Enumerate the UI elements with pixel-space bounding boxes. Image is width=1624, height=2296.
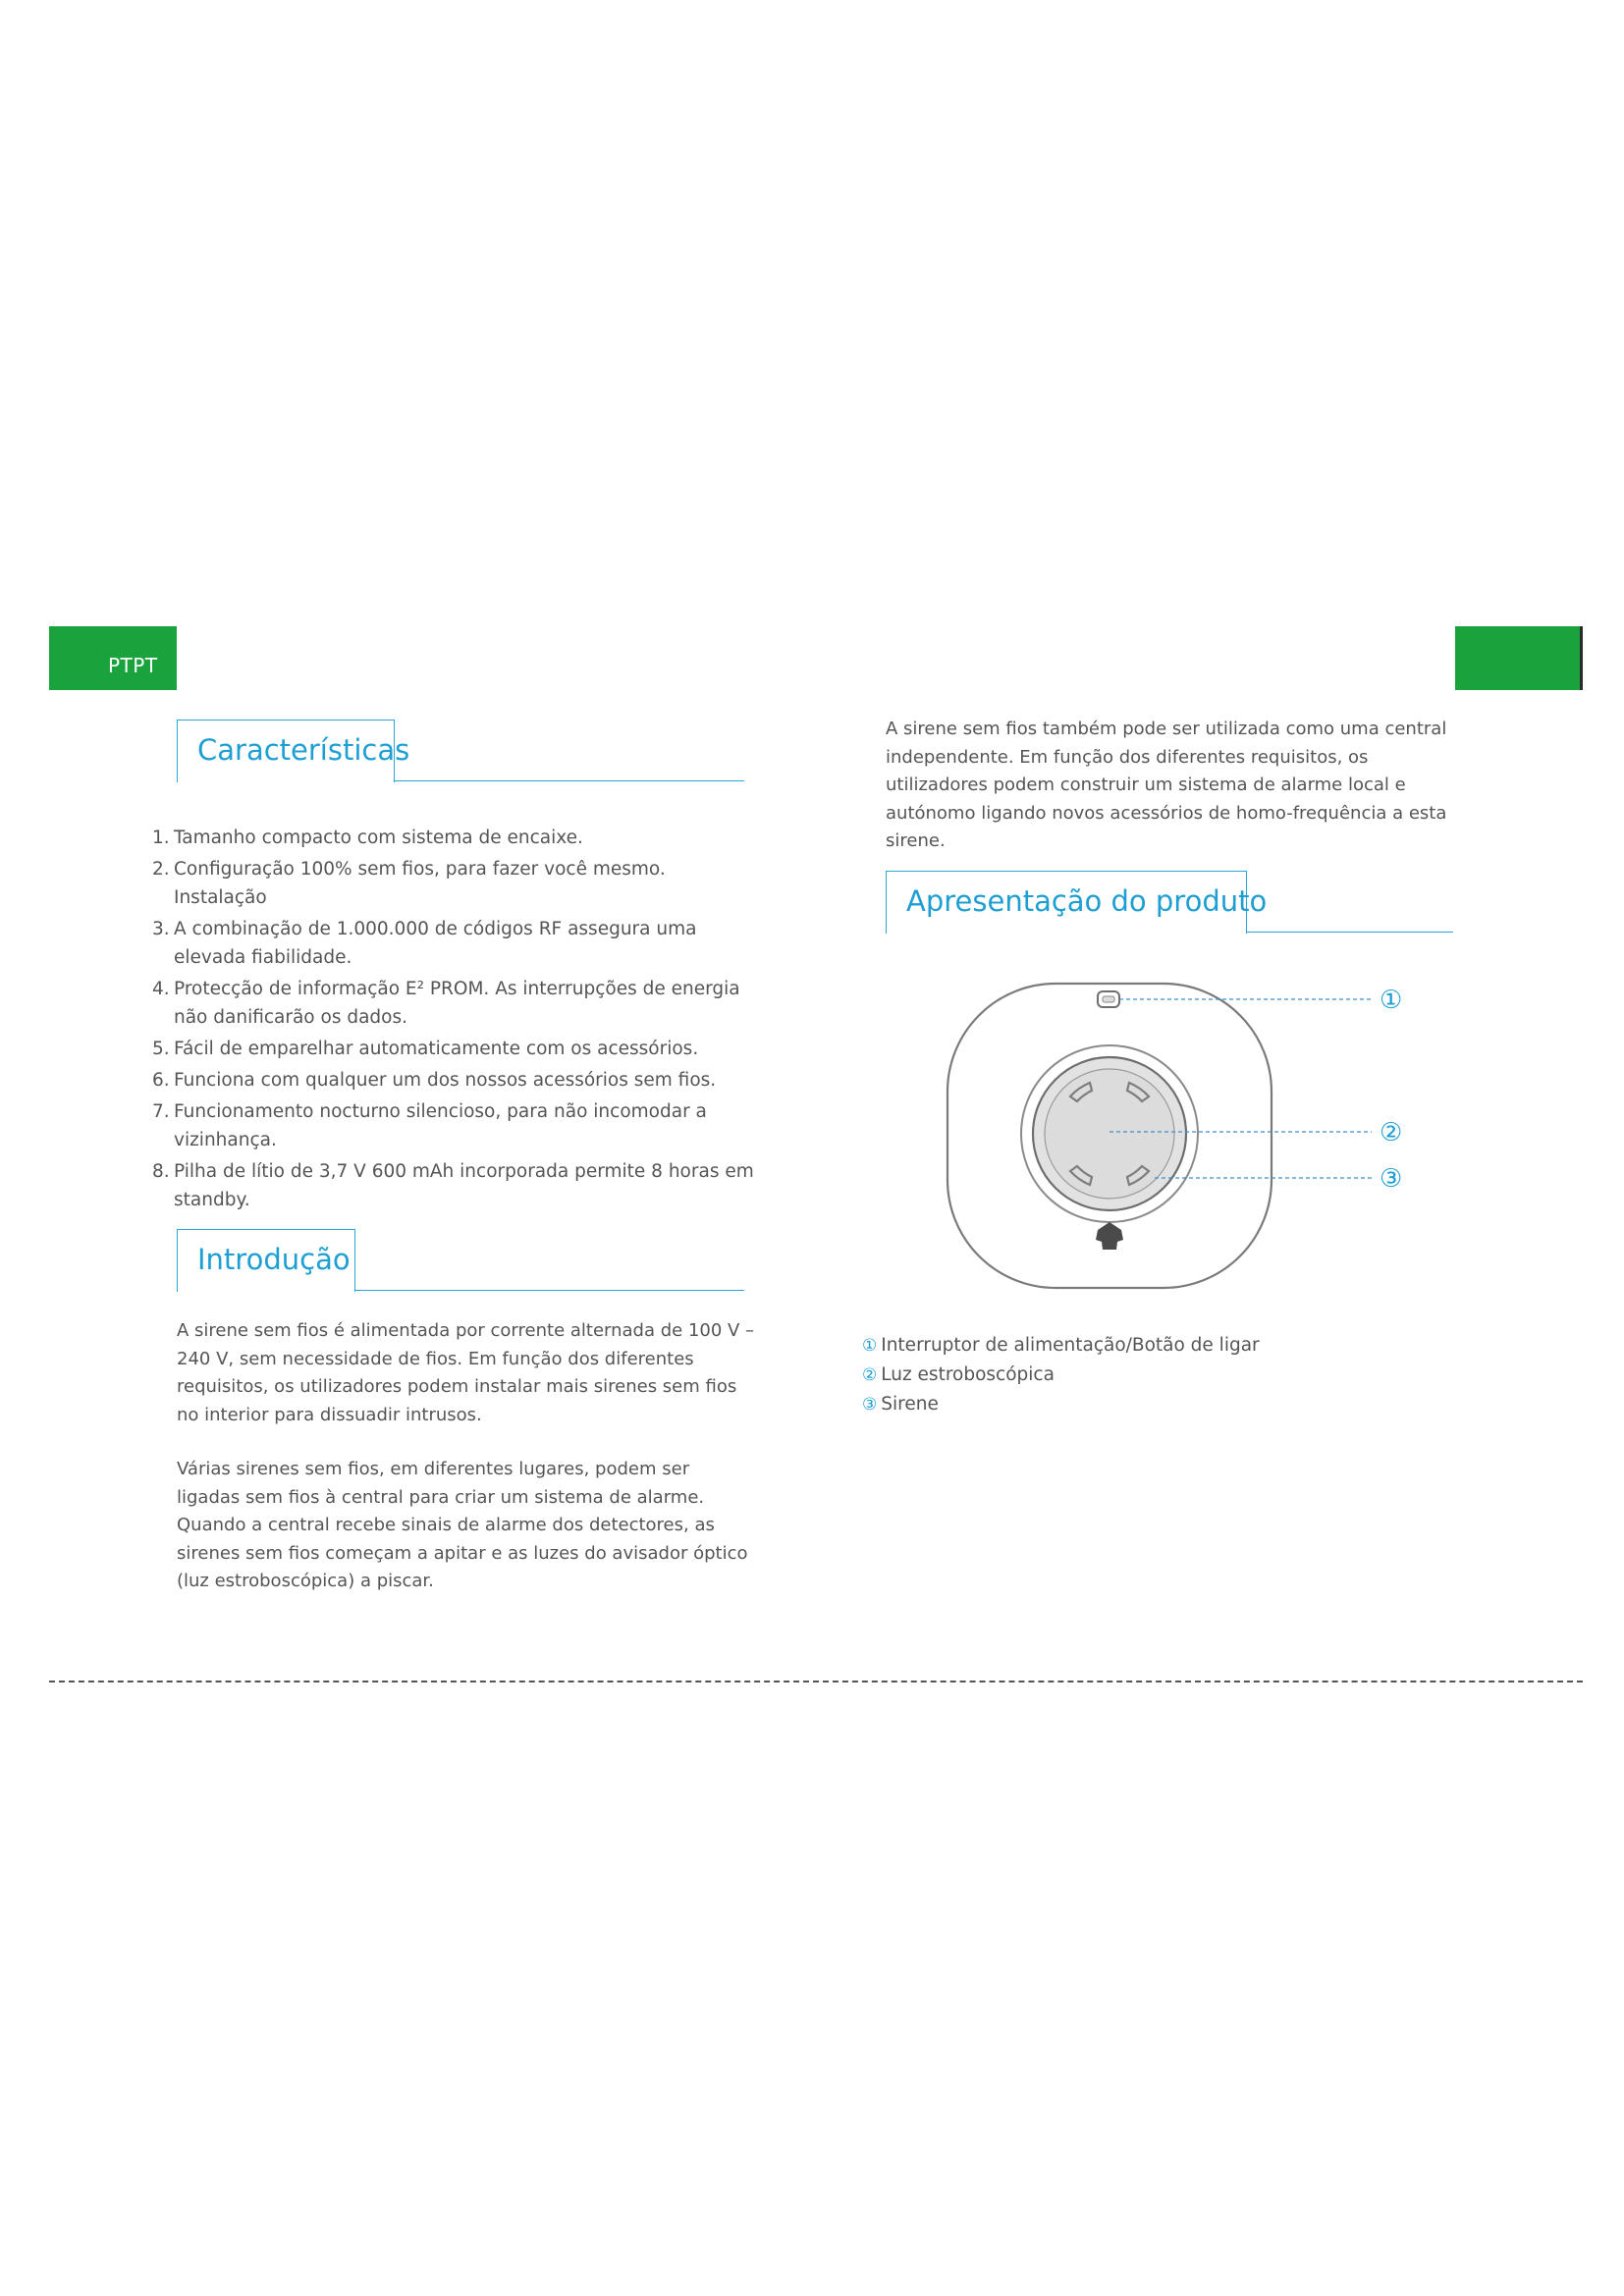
features-list (152, 824, 761, 1217)
callout-3: ③ (1380, 1164, 1403, 1194)
list-item: 1. Tamanho compacto com sistema de encaixe. (152, 828, 583, 848)
features-heading (177, 720, 410, 782)
page-bottom-rule (49, 1681, 1583, 1682)
siren-device (947, 984, 1272, 1288)
list-item: 7. Funcionamento nocturno silencioso, para não incomodar a vizinhança. (152, 1101, 707, 1150)
standalone-paragraph: A sirene sem fios também pode ser utilizada como uma central independente. Em função dos diferentes requisitos, os utilizadores podem construir um sistema de alarme local e autónomo ligando novos acessórios de homo-frequência a esta sirene. (886, 719, 1447, 851)
product-legend (862, 1331, 1260, 1419)
language-tag: PTPT (108, 654, 158, 677)
list-item: 3. A combinação de 1.000.000 de códigos RF assegura uma elevada fiabilidade. (152, 919, 697, 968)
callout-1: ① (1380, 986, 1403, 1015)
intro-heading (177, 1229, 355, 1292)
product-title: Apresentação do produto (906, 884, 1268, 918)
product-diagram (923, 967, 1463, 1310)
product-heading-rule (1247, 932, 1453, 933)
features-heading-rule (395, 780, 744, 781)
intro-paragraph-2: Várias sirenes sem fios, em diferentes lugares, podem ser ligadas sem fios à central para criar um sistema de alarme. Quando a central recebe sinais de alarme dos detectores, as sirenes sem fios começam a apitar e as luzes do avisador óptico (luz estroboscópica) a piscar. (177, 1459, 748, 1591)
header-band-right (1455, 626, 1583, 690)
list-item: 5. Fácil de emparelhar automaticamente com os acessórios. (152, 1039, 699, 1059)
intro-title: Introdução (197, 1243, 351, 1276)
product-heading (886, 871, 1268, 934)
intro-paragraph-1: A sirene sem fios é alimentada por corrente alternada de 100 V – 240 V, sem necessidade de fios. Em função dos diferentes requisitos, os utilizadores podem instalar mais sirenes sem fios no interior para dissuadir intrusos. (177, 1320, 755, 1425)
list-item: 4. Protecção de informação E² PROM. As interrupções de energia não danificarão os dados. (152, 979, 740, 1028)
features-title: Características (197, 733, 410, 767)
language-tab (49, 626, 177, 690)
legend-item: ① Interruptor de alimentação/Botão de ligar (862, 1335, 1260, 1356)
list-item: 8. Pilha de lítio de 3,7 V 600 mAh incorporada permite 8 horas em standby. (152, 1161, 754, 1210)
list-item: 6. Funciona com qualquer um dos nossos acessórios sem fios. (152, 1070, 717, 1091)
legend-item: ② Luz estroboscópica (862, 1364, 1055, 1385)
legend-item: ③ Sirene (862, 1394, 939, 1415)
callout-2: ② (1380, 1118, 1403, 1148)
intro-heading-rule (355, 1290, 744, 1291)
list-item: 2. Configuração 100% sem fios, para fazer você mesmo. Instalação (152, 859, 666, 908)
